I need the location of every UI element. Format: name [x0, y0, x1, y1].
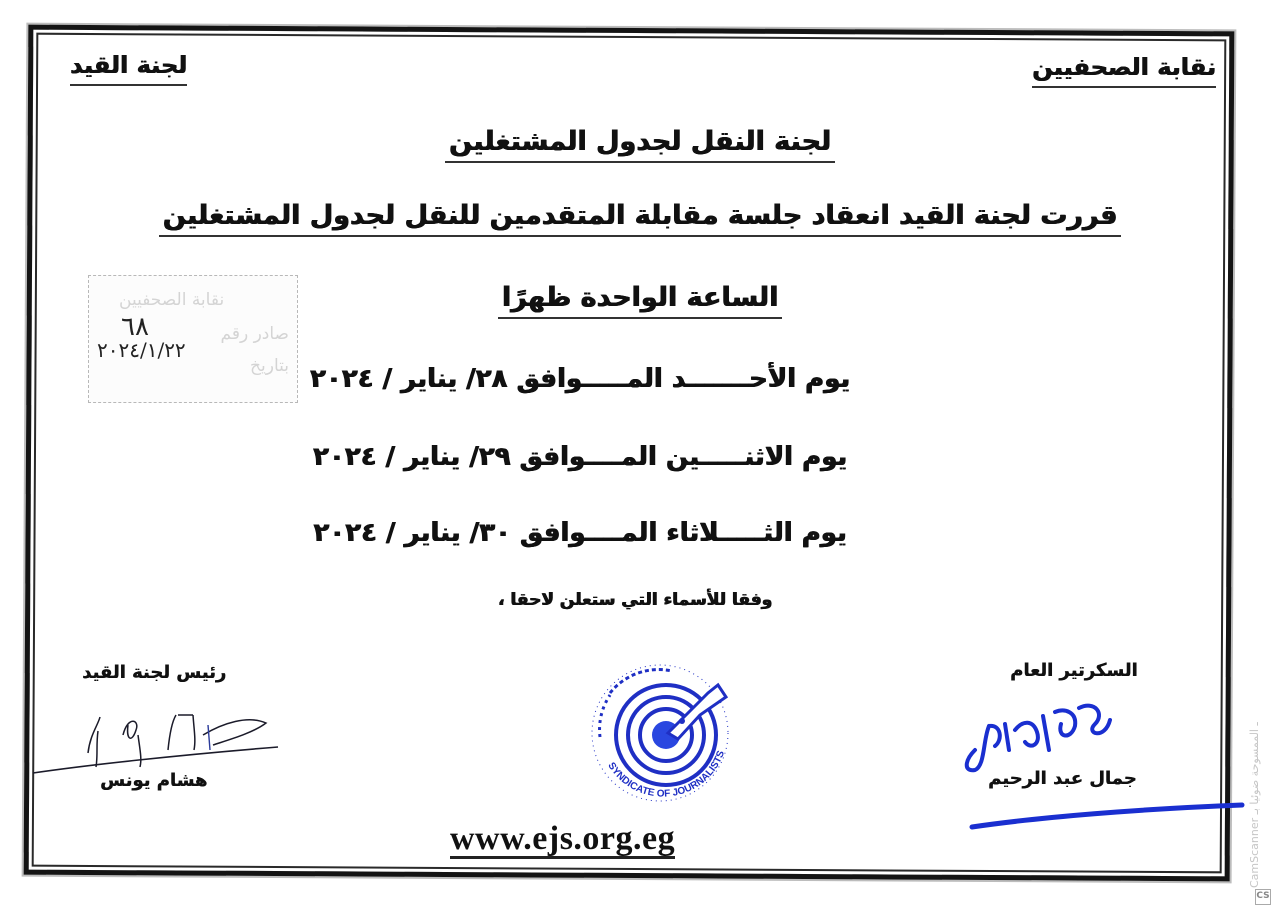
left-signatory-title: رئيس لجنة القيد: [82, 662, 227, 683]
meeting-day-3: يوم الثـــــلاثاء المــــوافق ٣٠/ يناير / ٢٠٢٤: [313, 518, 847, 548]
stamp-faint-header: نقابة الصحفيين: [119, 290, 225, 310]
camscanner-watermark-text: CamScanner ـ الممسوحة ضوئيا بـ: [1248, 722, 1261, 888]
names-announcement-note: وفقا للأسماء التي ستعلن لاحقا ،: [497, 590, 773, 610]
header-registration-committee: لجنة القيد: [70, 50, 187, 86]
left-signatory-name: هشام يونس: [100, 770, 208, 791]
right-signatory-name: جمال عبد الرحيم: [988, 768, 1137, 789]
stamp-number: ٦٨: [121, 312, 149, 342]
stamp-faint-number-label: صادر رقم: [220, 324, 289, 344]
camscanner-badge-icon: CS: [1255, 889, 1271, 905]
decision-statement: [0, 200, 1280, 237]
logo-english-text: SYNDICATE OF JOURNALISTS: [605, 749, 728, 800]
stamp-date: ٢٠٢٤/١/٢٢: [97, 338, 186, 362]
document-title-text: لجنة النقل لجدول المشتغلين: [445, 126, 835, 163]
meeting-day-1: يوم الأحـــــــد المـــــوافق ٢٨/ يناير / ٢٠٢٤: [309, 364, 851, 394]
right-signatory-title: السكرتير العام: [1010, 660, 1138, 681]
stamp-faint-date-label: بتاريخ: [250, 356, 289, 376]
decision-statement-text: قررت لجنة القيد انعقاد جلسة مقابلة المتقدمين للنقل لجدول المشتغلين: [159, 200, 1122, 237]
website-link[interactable]: www.ejs.org.eg: [450, 820, 676, 857]
right-signature-handwritten: [945, 690, 1115, 780]
outgoing-stamp: [88, 275, 298, 403]
meeting-time-text: الساعة الواحدة ظهرًا: [498, 282, 783, 319]
document-title: [0, 126, 1280, 163]
journalists-syndicate-logo: [580, 655, 740, 810]
right-signature-underline: [960, 795, 1250, 835]
header-journalists-syndicate: نقابة الصحفيين: [1032, 52, 1216, 88]
meeting-day-2: يوم الاثنـــــين المــــوافق ٢٩/ يناير / ٢٠٢٤: [312, 442, 848, 472]
